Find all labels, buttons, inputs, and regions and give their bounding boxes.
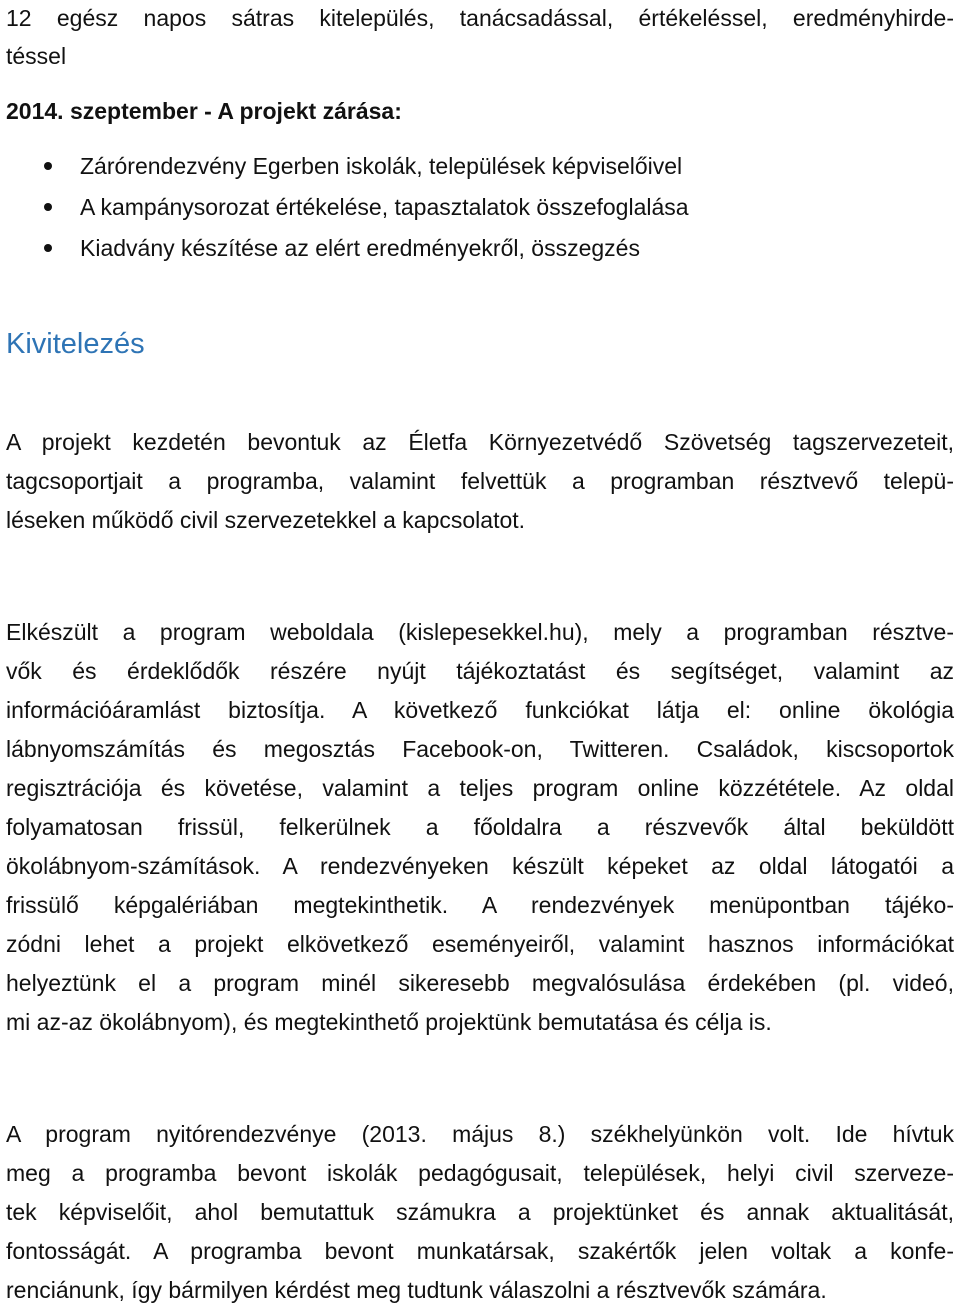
paragraph-line: ökolábnyom-számítások. A rendezvényeken készült képeket az oldal látogatói a [6,853,954,879]
list-item [0,193,940,221]
paragraph-line: renciánunk, így bármilyen kérdést meg tudtunk válaszolni a résztvevők számára. [6,1277,827,1303]
paragraph-line: lábnyomszámítás és megosztás Facebook-on, Twitteren. Családok, kiscsoportok [6,736,954,762]
list-item-text: Zárórendezvény Egerben iskolák, települések képviselőivel [80,153,683,179]
section-title: 2014. szeptember - A projekt zárása: [6,98,402,124]
paragraph-line: A projekt kezdetén bevontuk az Életfa Környezetvédő Szövetség tagszervezeteit, [6,429,954,455]
paragraph-line: meg a programba bevont iskolák pedagógusait, települések, helyi civil szerveze- [6,1160,954,1186]
paragraph-line: vők és érdeklődők részére nyújt tájékoztatást és segítséget, valamint az [6,658,954,684]
list-item [0,152,940,180]
intro-line: téssel [6,43,67,69]
list-item-text: Kiadvány készítése az elért eredményekről, összegzés [80,235,640,261]
paragraph-line: folyamatosan frissül, felkerülnek a főoldalra a részvevők által beküldött [6,814,954,840]
paragraph-line: helyeztünk el a program minél sikeresebb megvalósulása érdekében (pl. videó, [6,970,954,996]
paragraph-line: Elkészült a program weboldala (kislepesekkel.hu), mely a programban résztve- [6,619,954,645]
section-heading: Kivitelezés [6,328,145,360]
bullet-icon [44,162,52,170]
paragraph-line: zódni lehet a projekt elkövetkező eseményeiről, valamint hasznos információkat [6,931,954,957]
paragraph-line: tek képviselőit, ahol bemutattuk számukra a projektünket és annak aktualitását, [6,1199,954,1225]
bullet-icon [44,244,52,252]
bullet-icon [44,203,52,211]
paragraph-line: frissülő képgalériában megtekinthetik. A rendezvények menüpontban tájéko- [6,892,954,918]
paragraph-line: léseken működő civil szervezetekkel a kapcsolatot. [6,507,526,533]
intro-line: 12 egész napos sátras kitelepülés, tanácsadással, értékeléssel, eredményhirde- [6,5,954,31]
paragraph-line: tagcsoportjait a programba, valamint felvettük a programban résztvevő telepü- [6,468,954,494]
paragraph-line: fontosságát. A programba bevont munkatársak, szakértők jelen voltak a konfe- [6,1238,954,1264]
paragraph-line: regisztrációja és követése, valamint a teljes program online közzététele. Az oldal [6,775,954,801]
paragraph-line: mi az-az ökolábnyom), és megtekinthető projektünk bemutatása és célja is. [6,1009,772,1035]
list-item [0,234,940,262]
list-item-text: A kampánysorozat értékelése, tapasztalatok összefoglalása [80,194,689,220]
paragraph-line: A program nyitórendezvénye (2013. május 8.) székhelyünkön volt. Ide hívtuk [6,1121,954,1147]
paragraph-line: információáramlást biztosítja. A következő funkciókat látja el: online ökológia [6,697,954,723]
